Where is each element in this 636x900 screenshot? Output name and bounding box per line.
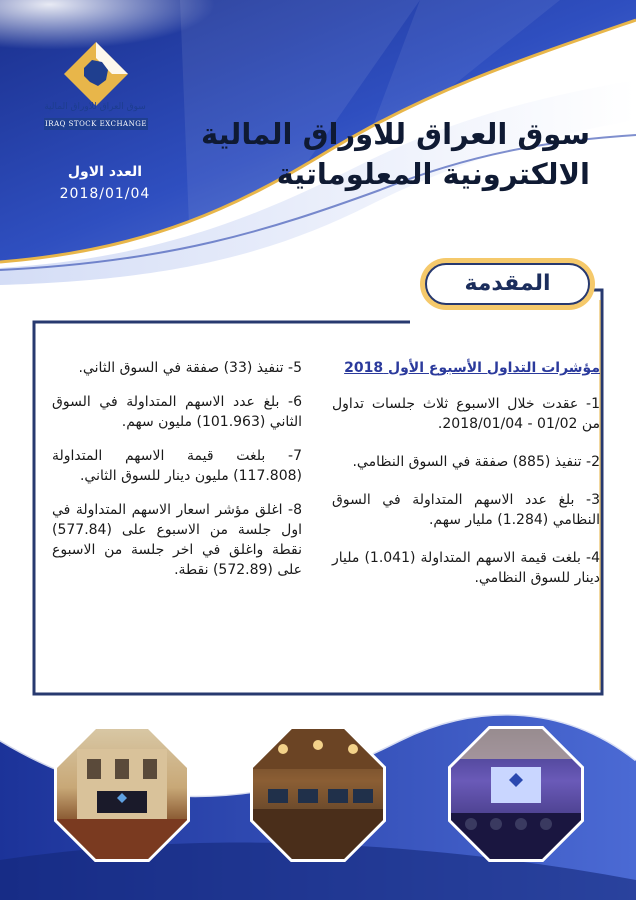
intro-label: المقدمة — [425, 263, 590, 305]
building-icon — [57, 729, 187, 859]
issue-number: العدد الاول — [67, 164, 143, 180]
issue-date: 2018/01/04 — [59, 186, 151, 202]
list-item: 4- بلغت قيمة الاسهم المتداولة (1.041) مليار دينار للسوق النظامي. — [332, 550, 600, 586]
building-photo — [54, 726, 190, 862]
intro-badge — [420, 258, 595, 310]
logo-english-name: IRAQ STOCK EXCHANGE — [45, 120, 147, 128]
trading-hall-photo — [250, 726, 386, 862]
title-line-1: سوق العراق للاوراق المالية — [201, 117, 590, 151]
right-column — [332, 330, 600, 606]
content-box — [40, 330, 600, 690]
section-title: مؤشرات التداول الأسبوع الأول 2018 — [344, 360, 600, 376]
list-item: 7- بلغت قيمة الاسهم المتداولة (117.808) مليون دينار للسوق الثاني. — [52, 448, 302, 484]
logo-arabic-name: سوق العراق للاوراق المالية — [44, 102, 146, 112]
list-item: 1- عقدت خلال الاسبوع ثلاث جلسات تداول من 01/02 - 2018/01/04. — [332, 396, 600, 432]
trading-hall-icon — [253, 729, 383, 859]
left-column — [52, 330, 302, 594]
list-item: 2- تنفيذ (885) صفقة في السوق النظامي. — [352, 454, 600, 470]
list-item: 3- بلغ عدد الاسهم المتداولة في السوق النظامي (1.284) مليار سهم. — [332, 492, 600, 528]
conference-icon — [451, 729, 581, 859]
list-item: 5- تنفيذ (33) صفقة في السوق الثاني. — [78, 360, 302, 376]
newsletter-title — [201, 114, 590, 194]
list-item: 8- اغلق مؤشر اسعار الاسهم المتداولة في اول جلسة من الاسبوع على (577.84) نقطة واغلق في اخر جلسة من الاسبوع على (572.89) نقطة. — [52, 502, 302, 578]
diamond-map-icon — [62, 40, 130, 108]
exchange-logo — [40, 40, 150, 135]
list-item: 6- بلغ عدد الاسهم المتداولة في السوق الثاني (101.963) مليون سهم. — [52, 394, 302, 430]
title-line-2: الالكترونية المعلوماتية — [276, 157, 590, 191]
conference-photo — [448, 726, 584, 862]
